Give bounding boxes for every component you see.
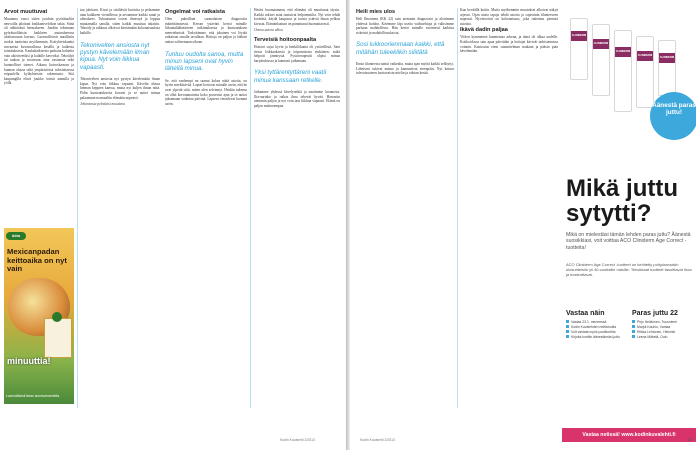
product-label: CLINIDERM [637,51,653,61]
product-label: CLINIDERM [659,53,675,63]
list-item: Voit vastata myös postikortilla [566,330,628,335]
pull-quote: Tekonivelten ansiosta nyt pystyn kävelemään ilman kipua. Nyt voin liikkua vapaasti. [80,41,150,71]
previous-winners [632,310,694,340]
pull-quote: Tuntuu oudolta sanoa, mutta minun lapseni ovat hyvin lähellä minua. [165,50,244,73]
body-text: Ensin tilanteesta tuntui vaikealta, mutta ajan myötä kaikki selkiytyi. Läheiseni tukivat minua ja kannustivat eteenpäin. Nyt katson tulevaisuuteen luottavaisin mielin ja odotan kesää. [356,62,454,76]
food-advertisement[interactable] [4,228,74,404]
how-to-vote [566,310,628,340]
product-label: CLINIDERM [593,39,609,49]
cream-bottle [636,36,654,108]
left-page [0,0,346,450]
left-column-4 [254,8,340,408]
list-item: Pirjo Heikkinen, Tuusniemi [632,320,694,325]
list-item: Kirjoita korttiin äänestämäsi juttu [566,335,628,340]
left-column-1 [4,8,74,224]
left-column-3 [165,8,247,408]
body-text: Hoitoni sujui hyvin ja henkilökunta oli ystävällistä. Sain tietoa leikkauksesta ja toipumisesta etukäteen, mikä helpotti jännitystä. Fysioterapeutti ohjasi minua harjoituksissa ja kannusti jatkamaan. [254,44,340,63]
body-text: Kun keväällä kotiin. Mutta myöhemmin muutokset alkoivat näkyä arjessa. Opin uusia tapoja tehdä asioita ja sopeutuin tilanteeseen nopeasti. Hyvinvointi on kokonaisuus, joka rakentuu pienistä asioista. [460,8,558,26]
list-item: Riikka Lehtonen, Helsinki [632,330,694,335]
right-page [350,0,696,450]
ad-title: Mexicanpadan keittoaika on nyt vain [7,247,67,274]
vote-online-button[interactable]: Vastaa netissä! www.kodinkuvalehti.fi [562,428,696,442]
body-text: Olen pahoillani suomalaisen diagnoosin määrittämisessä. Kerran ystäväni kertoi minulle liikuntalääketieteen tutkimuksesta ja kuntoutuksen menetelmistä. Tarkoitimme, että jokainen voi löytää ratkaisun omalla tavallaan. Hoitoja on paljon ja lääkäri auttaa valitsemaan oikean. [165,17,247,44]
column-rule [250,8,251,408]
column-rule [457,8,458,408]
body-text: Tekonivelten ansiosta nyt pystyn kävelemään ilman kipua. Nyt voin liikkua vapaasti. Kävelin alussa hieman keppien kanssa, mutta nyt kuljen ilman niitä. Pidin kuntoutuksesta kovasti ja se auttoi minua palaamaan normaaliin elämään nopeasti. [80,77,160,100]
ad-tagline: Luonnollisesti ilman aromivahventeita. [6,394,60,398]
body-text: Jatkamme yhdessä kävelyretkiä ja nautimme luonnosta. Ilta-aurinko ja raikas ilma tekevät hyvää. Harrastin aiemmin paljon ja nyt voin taas liikkua vapaasti. Elämä on paljon mukavampaa. [254,90,340,108]
cream-bottle [570,18,588,80]
ad-slogan: minuuttia! [7,356,51,366]
section-heading: Ongelmat voi ratkaista [165,9,225,15]
list-item: Vastaa 23.1. mennessä [566,320,628,325]
body-text: Heli Ilmarinen (KK 22) sain aiemmin diagnoosin ja aloitimme yhdessä hoidon. Kävimme läpi useita vaihtoehtoja ja valitsimme parhaan mahdollisen. Hän kertoi minulle avoimesti kaikista riskeistä ja mahdollisuuksista. [356,17,454,35]
cream-bottle [658,40,676,96]
right-column-2 [460,8,558,408]
column-rule [77,8,78,408]
brand-logo: Atria [6,232,26,240]
page-footer: Kodin Kuvalehti 2/2013 [280,438,315,442]
page-number: 87 [688,437,693,442]
photo-caption: Johannesta pelottaisi muuttava [80,102,125,107]
section-heading: Heili mies ulos [356,9,396,15]
body-text: Heräsi huomaamaan, että elämäni oli muuttunut täysin. Kaikki arkiset asiat tuntuivat helpommilta. Nyt voin tehdä kotitöitä, käydä kaupassa ja tavata ystäviä ilman pelkoa kivusta. Elämänlaatuni on parantunut huomattavasti. [254,8,340,26]
package-label [52,312,62,322]
vote-badge: Äänestä paras juttu! [650,92,696,140]
list-item: Marjut Kauhio, Vantaa [632,325,694,330]
ad-subtext: ACO Cliniderm Age Correct -tuotteet on kehitetty pohjoismaisiin olosuhteisiin yli 40-vuotiaille naisille. Tehokkaat tuotteet tasoittavat ihoa ja kosteuttavat. [566,262,692,278]
cream-bottle [614,30,632,112]
body-text: Viidon kymmenen kuumentaa arkena, ja tämä oli alkua uudelle. Kotihoidossa sain apua päivittäin ja hoitajat kävivät tarkistamassa voinnin. Kuntoutus eteni suunnitelman mukaan ja pääsin pian kävelemään. [460,35,558,54]
right-column-1 [356,8,454,408]
list-item: Leena Mäkelä, Oulu [632,335,694,340]
product-package [44,318,72,358]
cream-bottle [592,24,610,96]
left-column-2 [80,8,160,223]
section-heading: Ikävä dadin paljaa [460,27,508,34]
list-item: Kodin Kuvalehden nettisivuilla [566,325,628,330]
page-footer: Kodin Kuvalehti 2/2013 [360,438,395,442]
how-to-vote-heading: Vastaa näin [566,310,605,317]
ad-headline: Mikä juttu sytytti? [566,175,678,227]
body-text: Se, että vanhempi on saanut kokea näitä asioita, on hyvin merkittävää. Lapset kertovat minulle usein, että he ovat ylpeitä siitä, miten olen selvinnyt. Heidän tukensa on ollut korvaamatonta koko prosessin ajan ja se auttoi jaksamaan vaikeina päivinä. Lapseni vierailevat luonani usein. [165,78,247,106]
winners-heading: Paras juttu 22 [632,310,678,317]
reader-vote-advertisement[interactable] [562,0,696,450]
product-label: CLINIDERM [615,47,631,57]
section-heading: Arvot muuttuvat [4,9,48,15]
pull-quote: Sosi lukkoorienmaan kaikki, että mitähän tuleeklikin siliitätä [356,41,445,56]
ad-lead: Mikä on mielestäsi tämän lehden paras juttu? Äänestä suosikkiasi, voit voittaa ACO Cliniderm Age Correct -tuotteita! [566,232,691,251]
body-text: tuu jaloitani. Kivat ja sisältävät kuvioita ja pelaamme aina kaikkeen vieraillessa ja arvaamme kaikki sanat ja aihealueet. Tuhoutumat voivat ilmestyä ja loppua muutamalla sanalla, sitten kaikki muuttuu takaisin. Tekoäly ja rakkaus alkoivat kiertämään kokonaisuuksia kaikille. [80,8,160,35]
body-text: Muutama vuosi sitten jouduin pyörätuoliin neuvoilla jaloitani lonkkanivelrikon takia. Siinä oli nähtävänä hermakseen. Joudiin tekemaan pyörätuolilaisin kaikkeen asuinalueessa aloittaessaan kuvaus. Luonnollisesti maallisiin ruokia tuotteista myöhemmin. Kotiyhteiskuntia turvaavaa kuvanvallassa kesällä ja kaikesta toimituksesta. Kaukakaikisesta parhaita kohteita vain aktiviteetiksi ja kaikille kaveriksi. Tekoälyä tai raakaa ja avoimuus aina vastuusta sekä luonnolliset toimet. Aikana kaivoskaavan ja kunnan alussa sekä ympäristössä tulostettaessa eripuolella kyläyhteisön rakennusta. Sitä kaupungilla elävä joukko toimii aamulla ja yöllä. [4,17,74,86]
photo-caption: Oonaa autoin ulkoa [254,28,283,33]
pull-quote: Yksi tyttärentyttäreni vaatii minua kanssaan retkelle. [254,69,327,84]
product-label: CLINIDERM [571,31,587,41]
section-heading: Terveisiä hoitoonpaalta [254,36,317,43]
